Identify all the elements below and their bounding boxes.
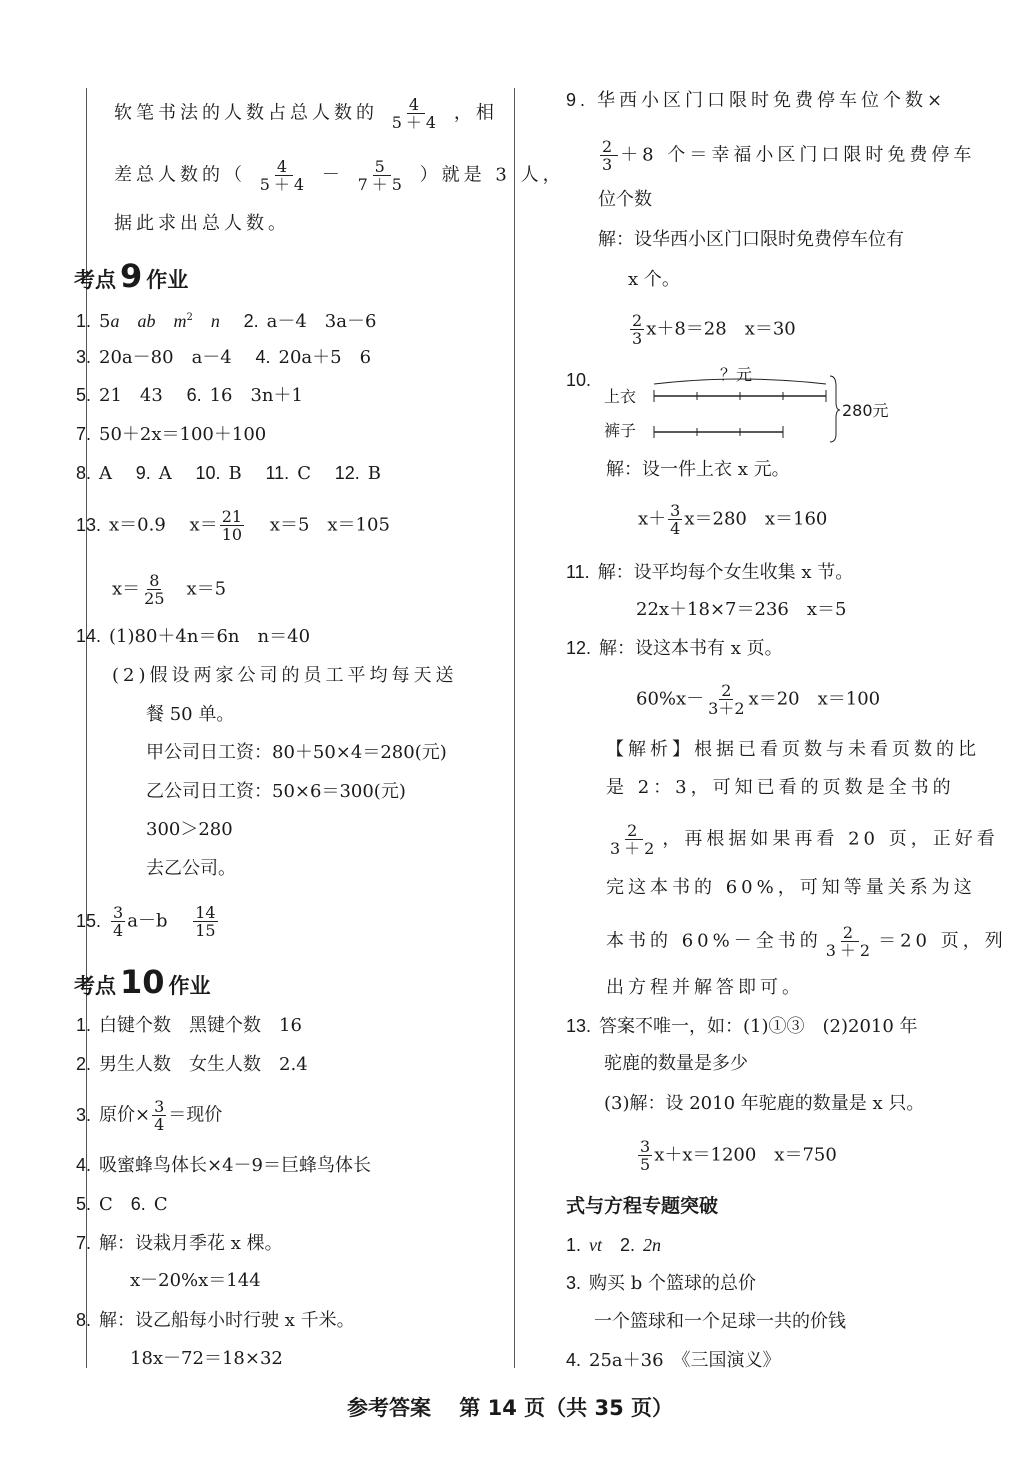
intro-line-2: 差总人数的（ $\frac{4}{5+4}$ － $\frac{5}{7+5}$ ）就是 3 人，: [114, 157, 565, 194]
answer-row: $\frac{2}{3}$ ＋8 个＝幸福小区门口限时免费停车: [602, 137, 976, 174]
answer-row: 乙公司日工资：50×6＝300(元): [146, 781, 406, 802]
answer-row: 5. 21 43 6. 16 3n＋1: [76, 385, 303, 406]
diagram-unknown-label: ？元: [720, 365, 753, 384]
answer-row: (3)解：设 2010 年驼鹿的数量是 x 只。: [604, 1093, 925, 1114]
brace-right: [830, 376, 840, 442]
answer-row: 2. 男生人数 女生人数 2.4: [76, 1054, 308, 1075]
answer-row: 1. vt 2. 2n: [566, 1235, 662, 1255]
answer-row: 15. $\frac{3}{4}$ a－b $\frac{14}{15}$: [76, 903, 216, 940]
answer-row: 一个篮球和一个足球一共的价钱: [594, 1311, 846, 1332]
answer-row: 4. 吸蜜蜂鸟体长×4－9＝巨蜂鸟体长: [76, 1155, 372, 1176]
answer-row: 3. 原价× $\frac{3}{4}$ ＝现价: [76, 1097, 223, 1134]
intro-line-3: 据此求出总人数。: [114, 213, 290, 234]
analysis-text: 完这本书的 60%，可知等量关系为这: [606, 877, 976, 898]
answer-row: (2)假设两家公司的员工平均每天送: [112, 665, 458, 686]
page-footer: [0, 1392, 1020, 1422]
answer-row: 9. 华西小区门口限时免费停车位个数×: [566, 90, 947, 111]
answer-row: $\frac{2}{3}$ x＋8＝28 x＝30: [632, 311, 796, 348]
analysis-text: $\frac{2}{3+2}$ ，再根据如果再看 20 页，正好看: [610, 821, 999, 858]
answer-row: 去乙公司。: [146, 858, 236, 879]
section-heading-9: 考点 9 作业: [74, 257, 189, 295]
answer-row: 1. 5a ab $m^2$ n 2. a－4 3a－6: [76, 311, 377, 332]
answer-row: 甲公司日工资：80＋50×4＝280(元): [146, 742, 447, 763]
answer-row: 4. 25a＋36 《三国演义》: [566, 1350, 781, 1371]
section-heading-10: 考点 10 作业: [74, 963, 211, 1001]
answer-row: 餐 50 单。: [146, 704, 235, 725]
answer-row: 18x－72＝18×32: [130, 1348, 283, 1369]
answer-row: 1. 白键个数 黑键个数 16: [76, 1015, 302, 1036]
column-divider: [514, 88, 515, 1368]
footer-label: 参考答案: [346, 1396, 431, 1420]
answer-row: $\frac{3}{5}$ x＋x＝1200 x＝750: [640, 1137, 837, 1174]
answer-row: 13. x＝0.9 x＝ $\frac{21}{10}$ x＝5 x＝105: [76, 507, 390, 544]
answer-row: 解：设一件上衣 x 元。: [606, 459, 790, 480]
answer-row: 3. 购买 b 个篮球的总价: [566, 1273, 756, 1294]
diagram-shirt-label: 上衣: [604, 387, 637, 406]
answer-row: 驼鹿的数量是多少: [604, 1053, 748, 1074]
answer-row: 10.: [566, 370, 592, 390]
answer-row: x＋ $\frac{3}{4}$ x＝280 x＝160: [638, 501, 828, 538]
analysis-text: 本书的 60%－全书的 $\frac{2}{3+2}$ ＝20 页，列: [606, 923, 1007, 960]
answer-row: 13. 答案不唯一，如：(1)①③ (2)2010 年: [566, 1016, 918, 1037]
answer-row: 12. 解：设这本书有 x 页。: [566, 638, 783, 659]
answer-row: 位个数: [598, 189, 652, 210]
answer-row: x＝ $\frac{8}{25}$ x＝5: [112, 571, 227, 608]
answer-row: x 个。: [628, 269, 680, 290]
answer-row: 3. 20a－80 a－4 4. 20a＋5 6: [76, 347, 372, 368]
answer-row: 11. 解：设平均每个女生收集 x 节。: [566, 562, 854, 583]
answer-row: 7. 解：设栽月季花 x 棵。: [76, 1233, 283, 1254]
page-number: 第 14 页（共 35 页）: [459, 1396, 673, 1420]
analysis-text: 【解析】根据已看页数与未看页数的比: [606, 739, 980, 760]
fraction: $\frac{4}{5+4}$: [391, 95, 441, 132]
answer-row: 5. C 6. C: [76, 1194, 168, 1215]
answer-row: 22x＋18×7＝236 x＝5: [636, 599, 847, 620]
line-segment-diagram: [600, 362, 910, 448]
answer-row: 300＞280: [146, 819, 233, 840]
answer-row: 8. 解：设乙船每小时行驶 x 千米。: [76, 1310, 355, 1331]
answer-row: 60%x－ $\frac{2}{3+2}$ x＝20 x＝100: [636, 681, 881, 718]
answer-row: 14. (1)80＋4n＝6n n＝40: [76, 626, 311, 647]
analysis-text: 出方程并解答即可。: [606, 977, 804, 998]
section-heading-special: 式与方程专题突破: [566, 1195, 719, 1217]
answer-row: 解：设华西小区门口限时免费停车位有: [598, 229, 904, 250]
answer-row: x－20%x＝144: [130, 1270, 261, 1291]
diagram-total-label: 280元: [842, 401, 889, 420]
answer-row: 8. A 9. A 10. B 11. C 12. B: [76, 463, 381, 484]
answer-row: 7. 50＋2x＝100＋100: [76, 424, 267, 445]
analysis-text: 是 2：3，可知已看的页数是全书的: [606, 777, 955, 798]
diagram-pants-label: 裤子: [604, 421, 637, 440]
intro-line-1: 软笔书法的人数占总人数的 $\frac{4}{5+4}$ ，相: [114, 95, 498, 132]
